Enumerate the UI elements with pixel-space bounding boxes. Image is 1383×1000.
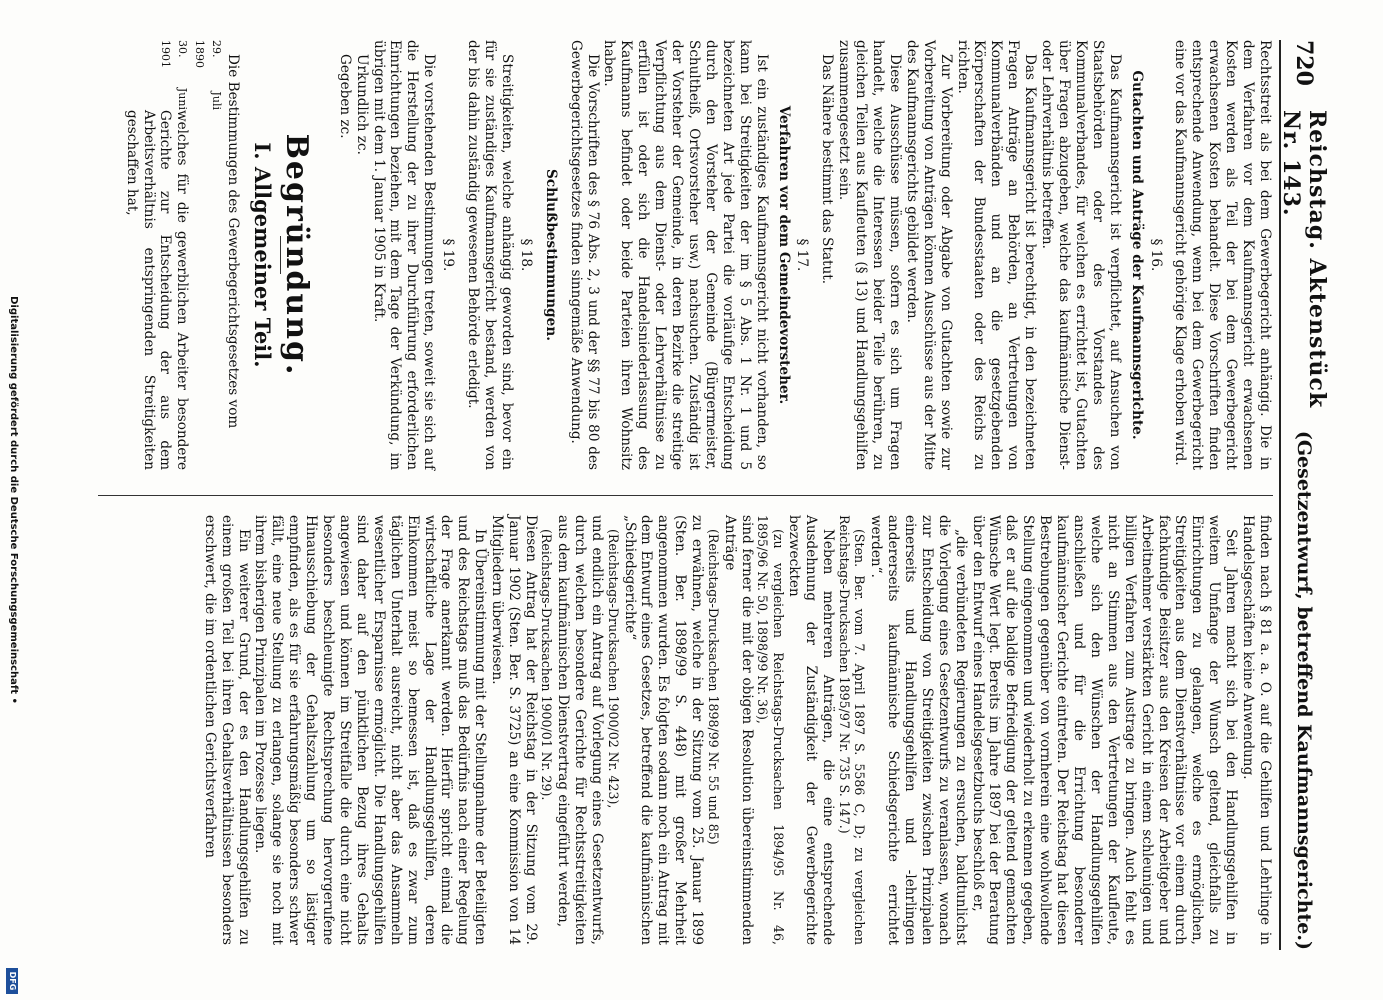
header-subtitle: (Gesetzentwurf, betreffend Kaufmannsgerichte.) <box>1293 430 1315 950</box>
digitization-credit <box>8 0 19 1000</box>
section-number: § 17. <box>794 238 811 272</box>
date-margin-note: 30. Juni 1901 <box>159 40 190 110</box>
date-line <box>190 40 224 470</box>
paragraph: Rechtsstreit als bei dem Gewerbegericht anhängig. Die in dem Verfahren vor dem Kaufmannsgericht erwachsenen Kosten werden als Teil der bei dem Gewerbegericht erwachsenen Kosten behandelt. Diese Vorschriften finden entsprechende Anwendung, wenn bei dem Gewerbegericht eine vor das Kaufmannsgericht gehörige Klage erhoben wird. <box>1172 40 1273 470</box>
paragraph: und endlich ein Antrag auf Vorlegung eines Gesetzentwurfs, durch welchen besondere Gerichte für Rechtsstreitigkeiten aus dem kaufmännischen Dienstvertrag eingeführt werden, <box>555 515 606 945</box>
credit-text: Digitalisierung gefördert durch die Deutsche Forschungsgemeinschaft • <box>8 296 19 704</box>
paragraph: finden nach § 81 a. a. O. auf die Gehilfen und Lehrlinge in Handelsgeschäften keine Anwendung. <box>1240 515 1273 945</box>
paragraph: Zur Vorbereitung oder Abgabe von Gutachten sowie zur Vorbereitung von Anträgen können Ausschüsse aus der Mitte des Kaufmannsgerichts gebildet werden. <box>903 40 954 470</box>
paragraph: sind ferner die mit der obigen Resolution übereinstimmenden Anträge <box>721 515 755 945</box>
paragraph: Das Kaufmannsgericht ist verpflichtet, auf Ansuchen von Staatsbehörden oder des Vorstandes des Kommunalverbandes, für welchen es errichtet ist, Gutachten über Fragen abzugeben, welche das kaufmännische Dienst- oder Lehrverhältnis betreffen. <box>1039 40 1123 470</box>
section-title: Verfahren vor dem Gemeindevorsteher. <box>775 105 792 405</box>
paragraph: Die Vorschriften des § 76 Abs. 2, 3 und der §§ 77 bis 80 des Gewerbegerichtsgesetzes finden sinngemäße Anwendung. <box>567 40 601 470</box>
section-number: § 16. <box>1147 238 1164 272</box>
citation: (zu vergleichen Reichstags-Drucksachen 1894/95 Nr. 46, 1895/96 Nr. 50, 1898/99 Nr. 36), <box>755 515 786 945</box>
paragraph: Die vorstehenden Bestimmungen treten, soweit sie sich auf die Herstellung der zu ihrer Durchführung erforderlichen Einrichtungen beziehen, mit dem Tage der Verkündung, im übrigen mit dem 1. Januar 1905 in Kraft. <box>370 40 438 470</box>
paragraph: Neben mehreren Anträgen, die eine entsprechende Ausdehnung der Zuständigkeit der Gewerbegerichte bezweckten <box>786 515 837 945</box>
header-rule <box>1279 40 1281 950</box>
paragraph: zu erwähnen, welche in der Sitzung vom 25. Januar 1899 (Sten. Ber. 1898/99 S. 448) mit großer Mehrheit angenommen wurden. Es folgten sodann noch ein Antrag mit dem Entwurf eines Gesetzes, betreffend die kaufmännischen „Schiedsgerichte“ <box>621 515 706 945</box>
paragraph: Das Nähere bestimmt das Statut. <box>819 54 836 285</box>
header-title: Reichstag. Aktenstück Nr. 143. <box>1278 110 1330 409</box>
page-number: 720 <box>1291 40 1317 86</box>
dfg-logo: DFG <box>6 968 18 994</box>
closing-line: Urkundlich zc. <box>353 54 370 155</box>
section-title: Schlußbestimmungen. <box>542 169 559 341</box>
paragraph: Das Kaufmannsgericht ist berechtigt, in den bezeichneten Fragen Anträge an Behörden, an Vertretungen von Kommunalverbänden und an die gesetzgebenden Körperschaften der Bundesstaaten oder des Reichs zu richten. <box>954 40 1039 470</box>
paragraph: Die Bestimmungen des Gewerbegerichtsgesetzes vom <box>225 54 242 429</box>
paragraph: Streitigkeiten, welche anhängig geworden sind, bevor ein für sie zuständiges Kaufmannsgericht bestand, werden von der bis dahin zuständig gewesenen Behörde erledigt. <box>465 40 515 470</box>
citation: (Reichstags-Drucksachen 1900/02 Nr. 423), <box>605 529 621 809</box>
citation: (Reichstags-Drucksachen 1898/99 Nr. 55 und 85) <box>705 529 721 845</box>
paragraph: welches für die gewerblichen Arbeiter besondere Gerichte zur Entscheidung der aus dem Arbeitsverhältnis entspringenden Streitigkeiten geschaffen hat, <box>123 110 191 470</box>
section-number: § 19. <box>440 238 457 272</box>
citation: (Reichstags-Drucksachen 1900/01 Nr. 29). <box>539 529 555 801</box>
paragraph: Seit Jahren macht sich bei den Handlungsgehilfen in weitem Umfange der Wunsch geltend, gleichfalls zu Einrichtungen zu gelangen, welche es ermöglichen, Streitigkeiten aus dem Dienstverhältnisse vor einem durch fachkundige Beisitzer aus den Kreisen der Arbeitgeber und Arbeitnehmer verstärkten Gericht in einem schleunigen und billigen Verfahren zum Austrage zu bringen. Auch fehlt es nicht an Stimmen aus den Vertretungen der Kaufleute, welche sich den Wünschen der Handlungsgehilfen anschließen und für die Errichtung besonderer kaufmännischer Gerichte eintreten. Der Reichstag hat diesen Bestrebungen gegenüber von vornherein eine wohlwollende Stellung eingenommen und wiederholt zu erkennen gegeben, daß er auf die baldige Befriedigung der geltend gemachten Wünsche Wert legt. Bereits im Jahre 1897 bei der Beratung über den Entwurf eines Handelsgesetzbuchs beschloß er, <box>969 515 1240 945</box>
part-heading: I. Allgemeiner Teil. <box>249 142 275 368</box>
paragraph: Ist ein zuständiges Kaufmannsgericht nicht vorhanden, so kann bei Streitigkeiten der im § 5 Abs. 1 Nr. 1 und 5 bezeichneten Art jede Partei die vorläufige Entscheidung durch den Vorsteher der Gemeinde (Bürgermeister, Schultheiß, Ortsvorsteher usw.) nachsuchen. Zuständig ist der Vorsteher der Gemeinde, in deren Bezirke die streitige Verpflichtung aus dem Dienst- oder Lehrverhältnisse zu erfüllen ist oder sich die Handelsniederlassung des Kaufmanns befindet oder beide Parteien ihren Wohnsitz haben. <box>601 40 770 470</box>
paragraph: In Übereinstimmung mit der Stellungnahme der Beteiligten und des Reichstags muß das Bedürfnis nach einer Regelung der Frage anerkannt werden. Hierfür spricht einmal die wirtschaftliche Lage der Handlungsgehilfen, deren Einkommen meist so bemessen ist, daß es zwar zum täglichen Unterhalt ausreicht, nicht aber das Ansammeln wesentlicher Ersparnisse ermöglicht. Die Handlungsgehilfen sind daher auf den pünktlichen Bezug ihres Gehalts angewiesen und können im Streitfalle die durch eine nicht besonders beschleunigte Rechtsprechung hervorgerufene Hinausschiebung der Gehaltszahlung um so lästiger empfinden, als es für sie erfahrungsmäßig besonders schwer fällt, eine neue Stellung zu erlangen, solange sie noch mit ihrem bisherigen Prinzipalen im Prozesse liegen. <box>252 515 489 945</box>
right-column <box>201 515 1273 945</box>
paragraph: Diese Ausschüsse müssen, sofern es sich um Fragen handelt, welche die Interessen beider Teile berühren, zu gleichen Teilen aus Kaufleuten (§ 13) und Handlungsgehilfen zusammengesetzt sein. <box>836 40 903 470</box>
section-title: Gutachten und Anträge der Kaufmannsgerichte. <box>1128 70 1145 440</box>
paragraph: Diesen Antrag hat der Reichstag in der Sitzung vom 29. Januar 1902 (Sten. Ber. S. 3725) an eine Kommission von 14 Mitgliedern überwiesen. <box>489 515 539 945</box>
citation: (Sten. Ber. vom 7. April 1897 S. 5586 C, D; zu vergleichen Reichstags-Drucksachen 1895/97 Nr. 735 S. 147.) <box>836 515 868 945</box>
date-line <box>123 40 191 470</box>
page-header <box>1278 40 1330 950</box>
section-number: § 18. <box>517 238 534 272</box>
date-margin-note: 29. Juli 1890 <box>193 40 224 110</box>
left-column <box>123 40 1273 470</box>
begruendung-heading: Begründung. <box>278 133 314 377</box>
paragraph: Ein weiterer Grund, der es den Handlungsgehilfen zu einem großen Teil bei ihren Gehaltsverhältnissen besonders erschwert, die im ordentlichen Gerichtsverfahren <box>201 515 252 945</box>
column-divider <box>98 495 1273 496</box>
quotation: „die verbündeten Regierungen zu ersuchen, baldtunlichst die Vorlegung eines Gesetzentwurfs zu veranlassen, wonach zur Entscheidung von Streitigkeiten zwischen Prinzipalen einerseits und Handlungsgehilfen und -lehrlingen andererseits kaufmännische Schiedsgerichte errichtet werden“. <box>868 515 969 945</box>
closing-line: Gegeben zc. <box>336 54 353 139</box>
